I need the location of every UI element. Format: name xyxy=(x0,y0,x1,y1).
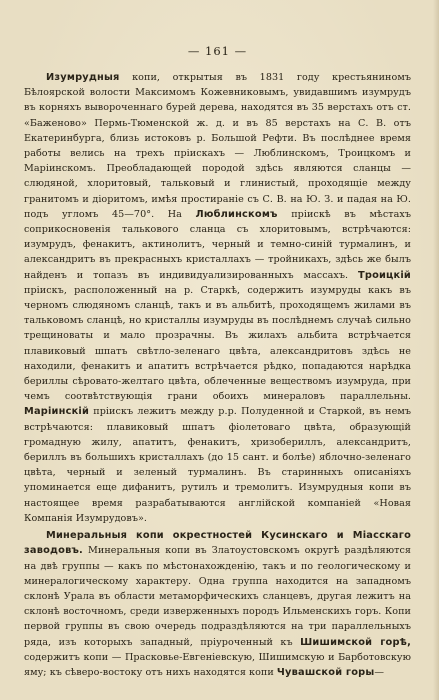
paragraph xyxy=(24,70,411,526)
paragraph-text: прiискъ лежитъ между р.р. Полуденной и Старкой, въ немъ встрѣчаются: плавиковый шпатъ фiолетоваго цвѣта, образующiй громадную жилу, апатитъ, фенакитъ, хризобериллъ, александритъ, бериллъ въ большихъ кристаллахъ (до 15 сант. и болѣе) яблочно-зеленаго цвѣта, черный и зеленый турмалинъ. Въ старинныхъ описанiяхъ упоминается еще дифанитъ, рутилъ и тремолитъ. Изумрудныя копи въ настоящее время разрабатываются англiйской компанiей «Новая Компанiя Изумрудовъ». xyxy=(24,406,411,524)
highlighted-term: Шишимской горѣ, xyxy=(300,636,411,648)
highlighted-term: Минеральныя копи окрестностей Кусинскаго и Мiасскаго заводовъ. xyxy=(24,530,411,557)
highlighted-term: Троицкiй xyxy=(357,269,411,281)
highlighted-term: Марiинскiй xyxy=(24,406,90,418)
text-body xyxy=(24,70,411,680)
highlighted-term: Изумрудныя xyxy=(46,72,120,83)
highlighted-term: Люблинскомъ xyxy=(195,208,278,220)
page-number: — 161 — xyxy=(187,44,248,58)
paragraph-text: — xyxy=(374,666,385,678)
paragraph-text: копи, открытыя въ 1831 году крестьяниномъ Бѣлоярской волости Максимомъ Кожевниковымъ, увидавшимъ изумрудъ въ корняхъ вывороченнаго бурей дерева, находятся въ 35 верстахъ отъ ст. «Баженово» Пермь-Тюменской ж. д. и въ 85 верстахъ на С. В. отъ Екатеринбурга, близь истоковъ р. Большой Рефти. Въ послѣднее время работы велись на трехъ прiискахъ — Люблинскомъ, Троицкомъ и Марiинскомъ. Преобладающей породой здѣсь являются сланцы — слюдяной, хлоритовый, тальковый и глинистый, проходящiе между гранитомъ и дiоритомъ, имѣя простиранiе съ С. В. на Ю. З. и падая на Ю. подъ угломъ 45—70°. На xyxy=(24,72,411,220)
paragraph-text: прiискъ, расположенный на р. Старкѣ, содержитъ изумруды какъ въ черномъ слюдяномъ сланцѣ, такъ и въ альбитѣ, проходящемъ жилами въ тальковомъ сланцѣ, но кристаллы изумруды въ послѣднемъ случаѣ сильно трещиноваты и мало прозрачны. Въ жилахъ альбита встрѣчается плавиковый шпатъ свѣтло-зеленаго цвѣта, александритовъ здѣсь не находили, фенакитъ и апатитъ встрѣчается рѣдко, попадаются нарѣдка бериллы сѣровато-желтаго цвѣта, облеченные веществомъ изумруда, при чемъ соотвѣтствующiя грани обоихъ минераловъ параллельны. xyxy=(24,284,411,403)
paragraph-text: прiискѣ въ мѣстахъ соприкосновенiя талькового сланца съ хлоритовымъ, встрѣчаются: изумрудъ, фенакитъ, актинолитъ, черный и темно-синiй турмалинъ, и александритъ въ прекрасныхъ кристаллахъ — тройникахъ, здѣсь же былъ найденъ и топазъ въ индивидуализированныхъ массахъ. xyxy=(24,208,411,281)
page-edge-shadow xyxy=(433,0,439,700)
paragraph-text: Минеральныя копи въ Златоустовскомъ округѣ раздѣляются на двѣ группы — какъ по мѣстонахожденiю, такъ и по геологическому и минералогическому характеру. Одна группа находится на западномъ склонѣ Урала въ области метаморфическихъ сланцевъ, другая лежитъ на склонѣ восточномъ, среди изверженныхъ породъ Ильменскихъ горъ. Копи первой группы въ свою очередь подраздѣляются на три параллельныхъ ряда, изъ которыхъ западный, прiуроченный къ xyxy=(24,545,411,648)
paragraph xyxy=(24,528,411,680)
paragraph-text: содержитъ копи — Прасковье-Евгенiевскую, Шишимскую и Барботовскую яму; къ сѣверо-востоку отъ нихъ находятся копи xyxy=(24,651,411,678)
highlighted-term: Чувашской горы xyxy=(276,666,375,678)
